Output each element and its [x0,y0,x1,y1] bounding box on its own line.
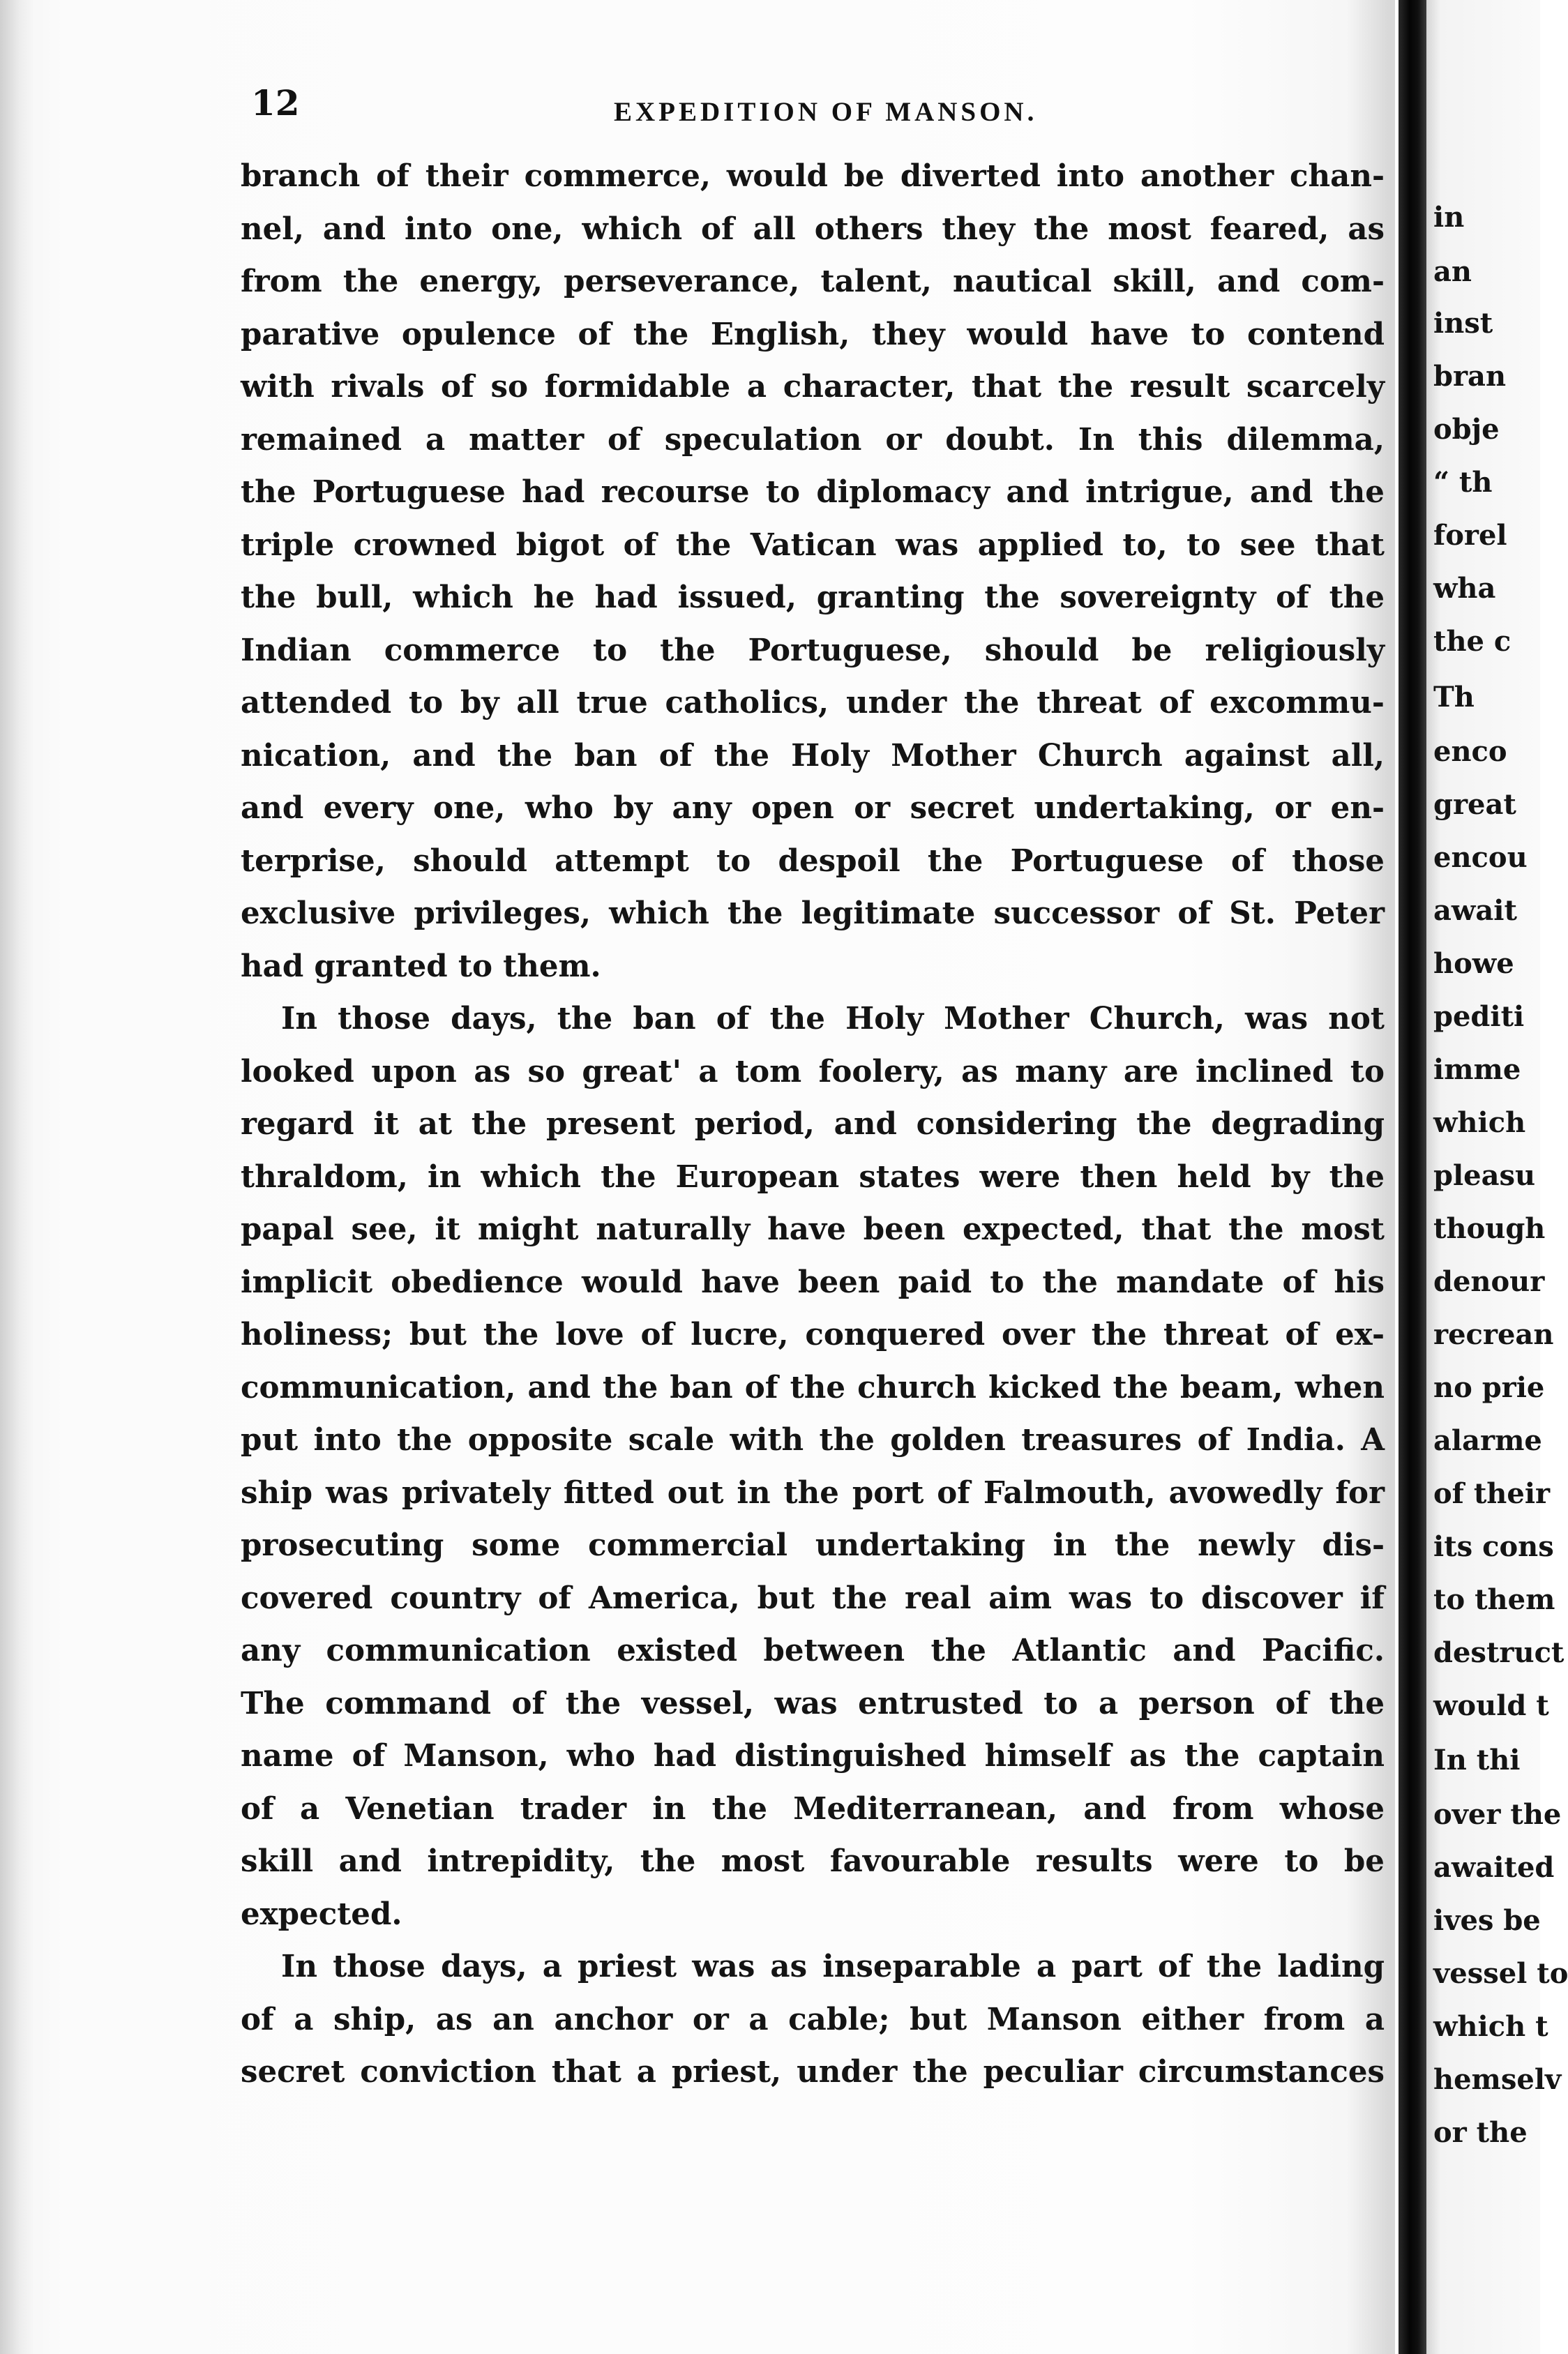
text-line: from the energy, perseverance, talent, nautical skill, and com- [241,264,1385,299]
right-page-fragment [1426,0,1568,2354]
text-line: any communication existed between the Atlantic and Pacific. [241,1633,1385,1668]
text-line: with rivals of so formidable a character, that the result scarcely [241,369,1385,405]
text-line: put into the opposite scale with the golden treasures of India. A [241,1422,1385,1458]
fragment-line: await [1433,894,1517,927]
text-line: parative opulence of the English, they would have to contend [241,316,1385,352]
fragment-line: imme [1433,1053,1521,1086]
fragment-line: In thi [1433,1744,1521,1776]
fragment-line: destruct [1433,1636,1565,1669]
fragment-line: in [1433,201,1465,234]
fragment-line: pediti [1433,1000,1525,1033]
text-line: looked upon as so great' a tom foolery, as many are inclined to [241,1053,1385,1089]
text-line: The command of the vessel, was entrusted to a person of the [241,1685,1385,1721]
fragment-line: or the [1433,2116,1528,2149]
text-line: had granted to them. [241,948,601,984]
fragment-line: obje [1433,413,1500,446]
fragment-line: “ th [1433,466,1493,499]
fragment-line: vessel to [1433,1957,1568,1990]
text-line: papal see, it might naturally have been expected, that the most [241,1212,1385,1247]
text-line: triple crowned bigot of the Vatican was applied to, to see that [241,527,1385,563]
text-line: of a ship, as an anchor or a cable; but Manson either from a [241,2001,1385,2037]
text-line: nication, and the ban of the Holy Mother Church against all, [241,737,1385,774]
text-line: of a Venetian trader in the Mediterranean, and from whose [241,1790,1385,1827]
fragment-line: which t [1433,2010,1548,2043]
text-line: ship was privately fitted out in the port of Falmouth, avowedly for [241,1474,1385,1511]
fragment-line: which [1433,1106,1526,1139]
fragment-line: great [1433,788,1516,821]
paragraph-first-line: In those days, the ban of the Holy Mother Church, was not [281,1001,1385,1036]
page-edge-shadow [0,0,33,2354]
text-line: name of Manson, who had distinguished himself as the captain [241,1738,1385,1774]
text-line: expected. [241,1896,402,1932]
text-line: exclusive privileges, which the legitimate successor of St. Peter [241,896,1385,931]
fragment-line: bran [1433,360,1507,393]
fragment-line: inst [1433,307,1493,340]
page-number: 12 [251,82,300,123]
fragment-line: ives be [1433,1904,1541,1937]
text-line: skill and intrepidity, the most favourable results were to be [241,1843,1385,1879]
text-line: thraldom, in which the European states were then held by the [241,1159,1385,1195]
text-line: Indian commerce to the Portuguese, should be religiously [241,632,1385,668]
fragment-line: its cons [1433,1530,1554,1563]
paragraph-first-line: In those days, a priest was as inseparable a part of the lading [281,1949,1385,1984]
fragment-line: would t [1433,1689,1549,1722]
text-line: implicit obedience would have been paid to the mandate of his [241,1264,1385,1300]
text-line: attended to by all true catholics, under the threat of excommu- [241,685,1385,720]
fragment-line: no prie [1433,1371,1545,1404]
text-line: regard it at the present period, and considering the degrading [241,1106,1385,1142]
text-line: terprise, should attempt to despoil the Portuguese of those [241,843,1385,879]
text-line: covered country of America, but the real aim was to discover if [241,1580,1385,1616]
text-line: communication, and the ban of the church kicked the beam, when [241,1369,1385,1405]
text-line: remained a matter of speculation or doubt. In this dilemma, [241,421,1385,458]
fragment-line: to them [1433,1583,1555,1616]
fragment-line: over the [1433,1798,1562,1831]
fragment-line: an [1433,255,1472,288]
fragment-line: enco [1433,735,1507,768]
text-line: the Portuguese had recourse to diplomacy and intrigue, and the [241,474,1385,510]
fragment-line: awaited [1433,1851,1555,1884]
text-line: holiness; but the love of lucre, conquered over the threat of ex- [241,1317,1385,1352]
fragment-line: alarme [1433,1424,1542,1457]
fragment-line: of their [1433,1477,1551,1510]
text-line: the bull, which he had issued, granting the sovereignty of the [241,580,1385,615]
fragment-line: recrean [1433,1318,1554,1351]
fragment-line: pleasu [1433,1159,1536,1192]
fragment-line: the c [1433,625,1512,658]
text-line: secret conviction that a priest, under the peculiar circumstances [241,2054,1385,2090]
fragment-line: Th [1433,681,1475,714]
fragment-line: encou [1433,841,1528,874]
book-gutter [1399,0,1426,2354]
fragment-line: hemselv [1433,2063,1562,2096]
fragment-line: though [1433,1212,1546,1245]
text-line: nel, and into one, which of all others they the most feared, as [241,211,1385,247]
fragment-line: wha [1433,572,1496,605]
body-text [241,150,1385,2099]
fragment-line: howe [1433,947,1514,980]
text-line: branch of their commerce, would be diverted into another chan- [241,158,1385,194]
fragment-line: forel [1433,519,1507,552]
running-head: EXPEDITION OF MANSON. [614,97,1038,127]
fragment-line: denour [1433,1265,1545,1298]
text-line: and every one, who by any open or secret undertaking, or en- [241,790,1385,826]
text-line: prosecuting some commercial undertaking in the newly dis- [241,1527,1385,1563]
